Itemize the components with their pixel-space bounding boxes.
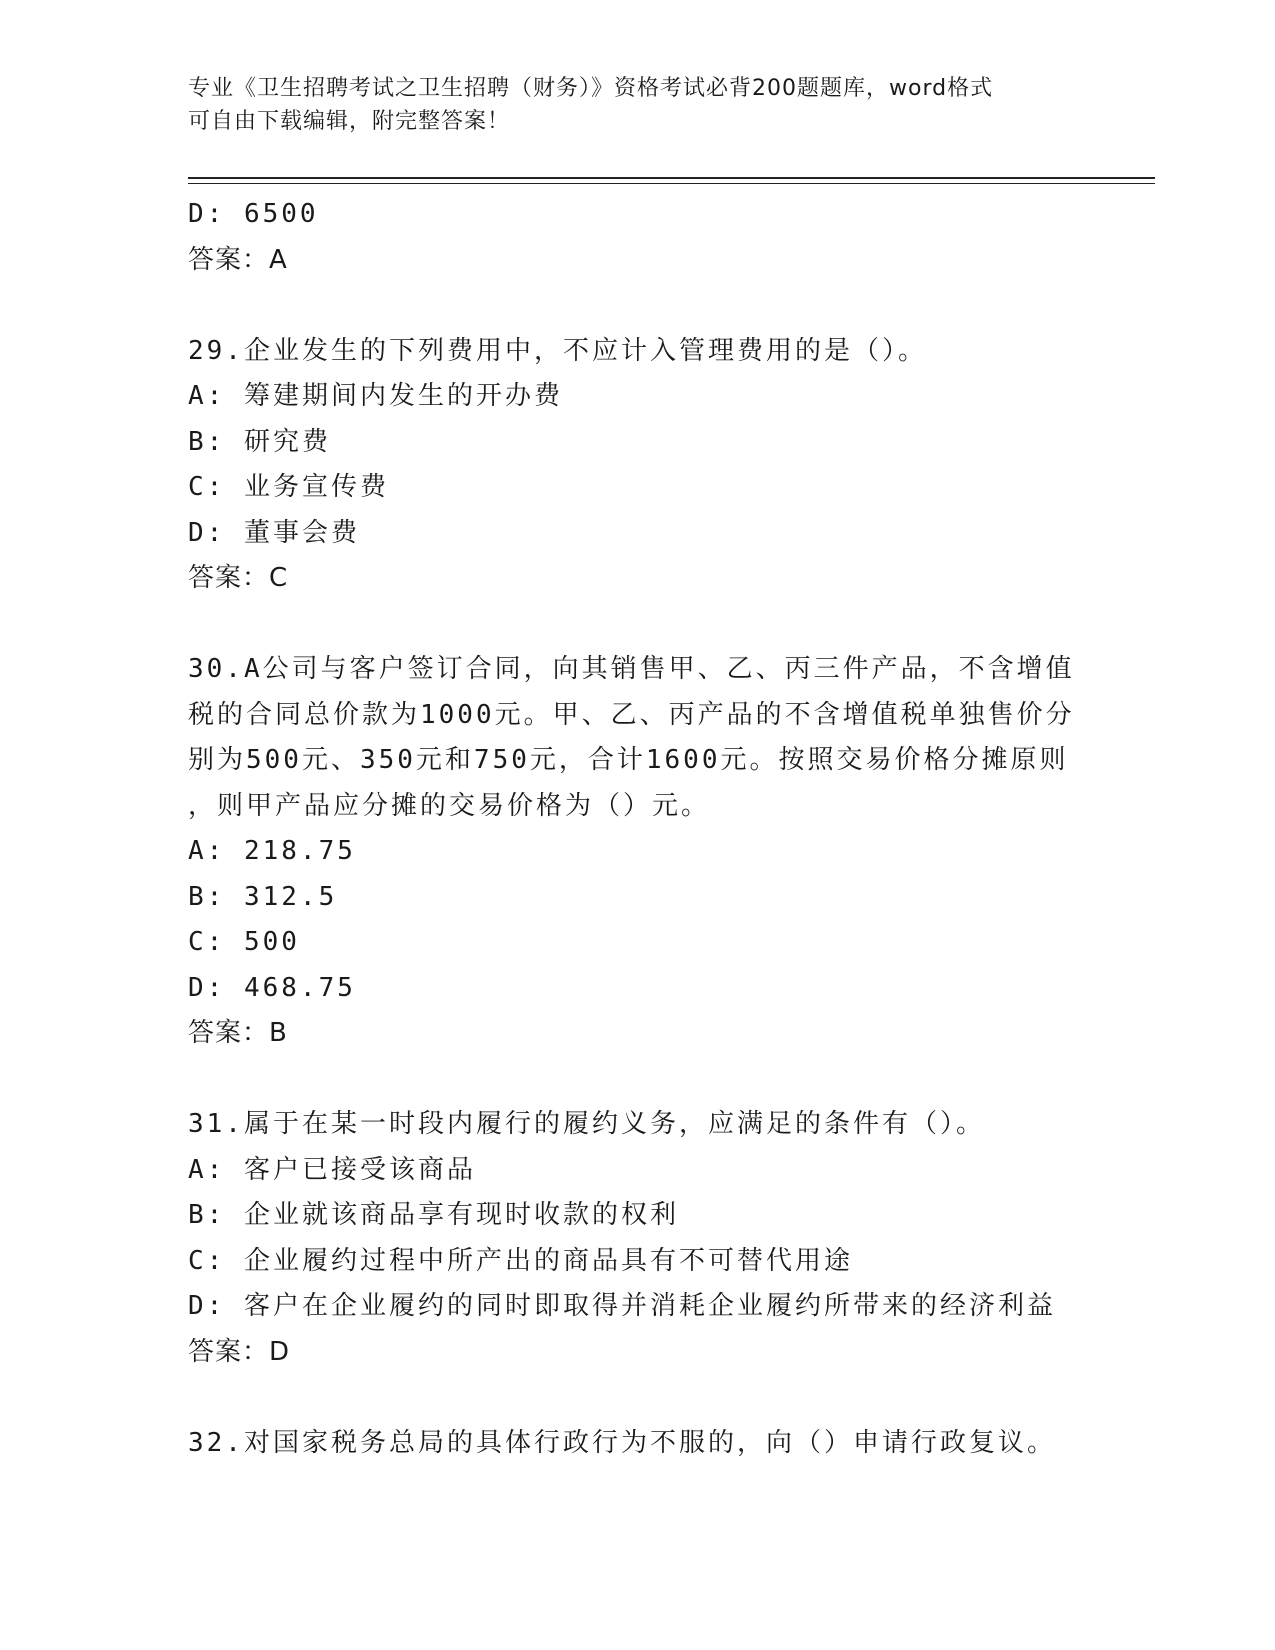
q31-answer: 答案：D: [188, 1336, 291, 1367]
q30-stem-line-4: ，则甲产品应分摊的交易价格为（）元。: [188, 790, 711, 821]
q29-option-a: A: 筹建期间内发生的开办费: [188, 381, 563, 411]
q31-option-c: C: 企业履约过程中所产出的商品具有不可替代用途: [188, 1245, 853, 1276]
q29-option-b: B: 研究费: [188, 426, 331, 457]
header-line-2: 可自由下载编辑，附完整答案！: [188, 109, 511, 134]
q30-option-a: A: 218.75: [188, 836, 356, 866]
q31-stem: 31.属于在某一时段内履行的履约义务，应满足的条件有（）。: [188, 1109, 985, 1139]
q31-option-d: D: 客户在企业履约的同时即取得并消耗企业履约所带来的经济利益: [188, 1291, 1056, 1321]
q30-stem-line-1: 30.A公司与客户签订合同，向其销售甲、乙、丙三件产品，不含增值: [188, 654, 1075, 684]
document-header: [188, 72, 1088, 138]
spacer: [188, 1375, 1088, 1421]
q29-stem: 29.企业发生的下列费用中，不应计入管理费用的是（）。: [188, 335, 927, 366]
q29-answer: 答案：C: [188, 563, 289, 593]
q30-option-c: C: 500: [188, 927, 300, 957]
q30-answer: 答案：B: [188, 1018, 288, 1048]
prev-option-d: D: 6500: [188, 199, 319, 229]
q29-option-c: C: 业务宣传费: [188, 472, 389, 502]
header-rule-thick: [188, 177, 1155, 179]
prev-answer: 答案：A: [188, 244, 288, 275]
q30-option-d: D: 468.75: [188, 972, 356, 1003]
header-line-1: 专业《卫生招聘考试之卫生招聘（财务）》资格考试必背200题题库，word格式: [188, 76, 994, 101]
q32-stem: 32.对国家税务总局的具体行政行为不服的，向（）申请行政复议。: [188, 1427, 1056, 1458]
q30-option-b: B: 312.5: [188, 881, 338, 912]
header-rule-thin: [188, 183, 1155, 184]
spacer: [188, 1057, 1088, 1103]
q31-option-a: A: 客户已接受该商品: [188, 1154, 476, 1185]
spacer: [188, 283, 1088, 329]
q31-option-b: B: 企业就该商品享有现时收款的权利: [188, 1200, 679, 1230]
q30-stem-line-2: 税的合同总价款为1000元。甲、乙、丙产品的不含增值税单独售价分: [188, 699, 1075, 730]
question-content: [188, 192, 1088, 1466]
spacer: [188, 602, 1088, 648]
q29-option-d: D: 董事会费: [188, 517, 360, 548]
q30-stem-line-3: 别为500元、350元和750元，合计1600元。按照交易价格分摊原则: [188, 745, 1069, 775]
